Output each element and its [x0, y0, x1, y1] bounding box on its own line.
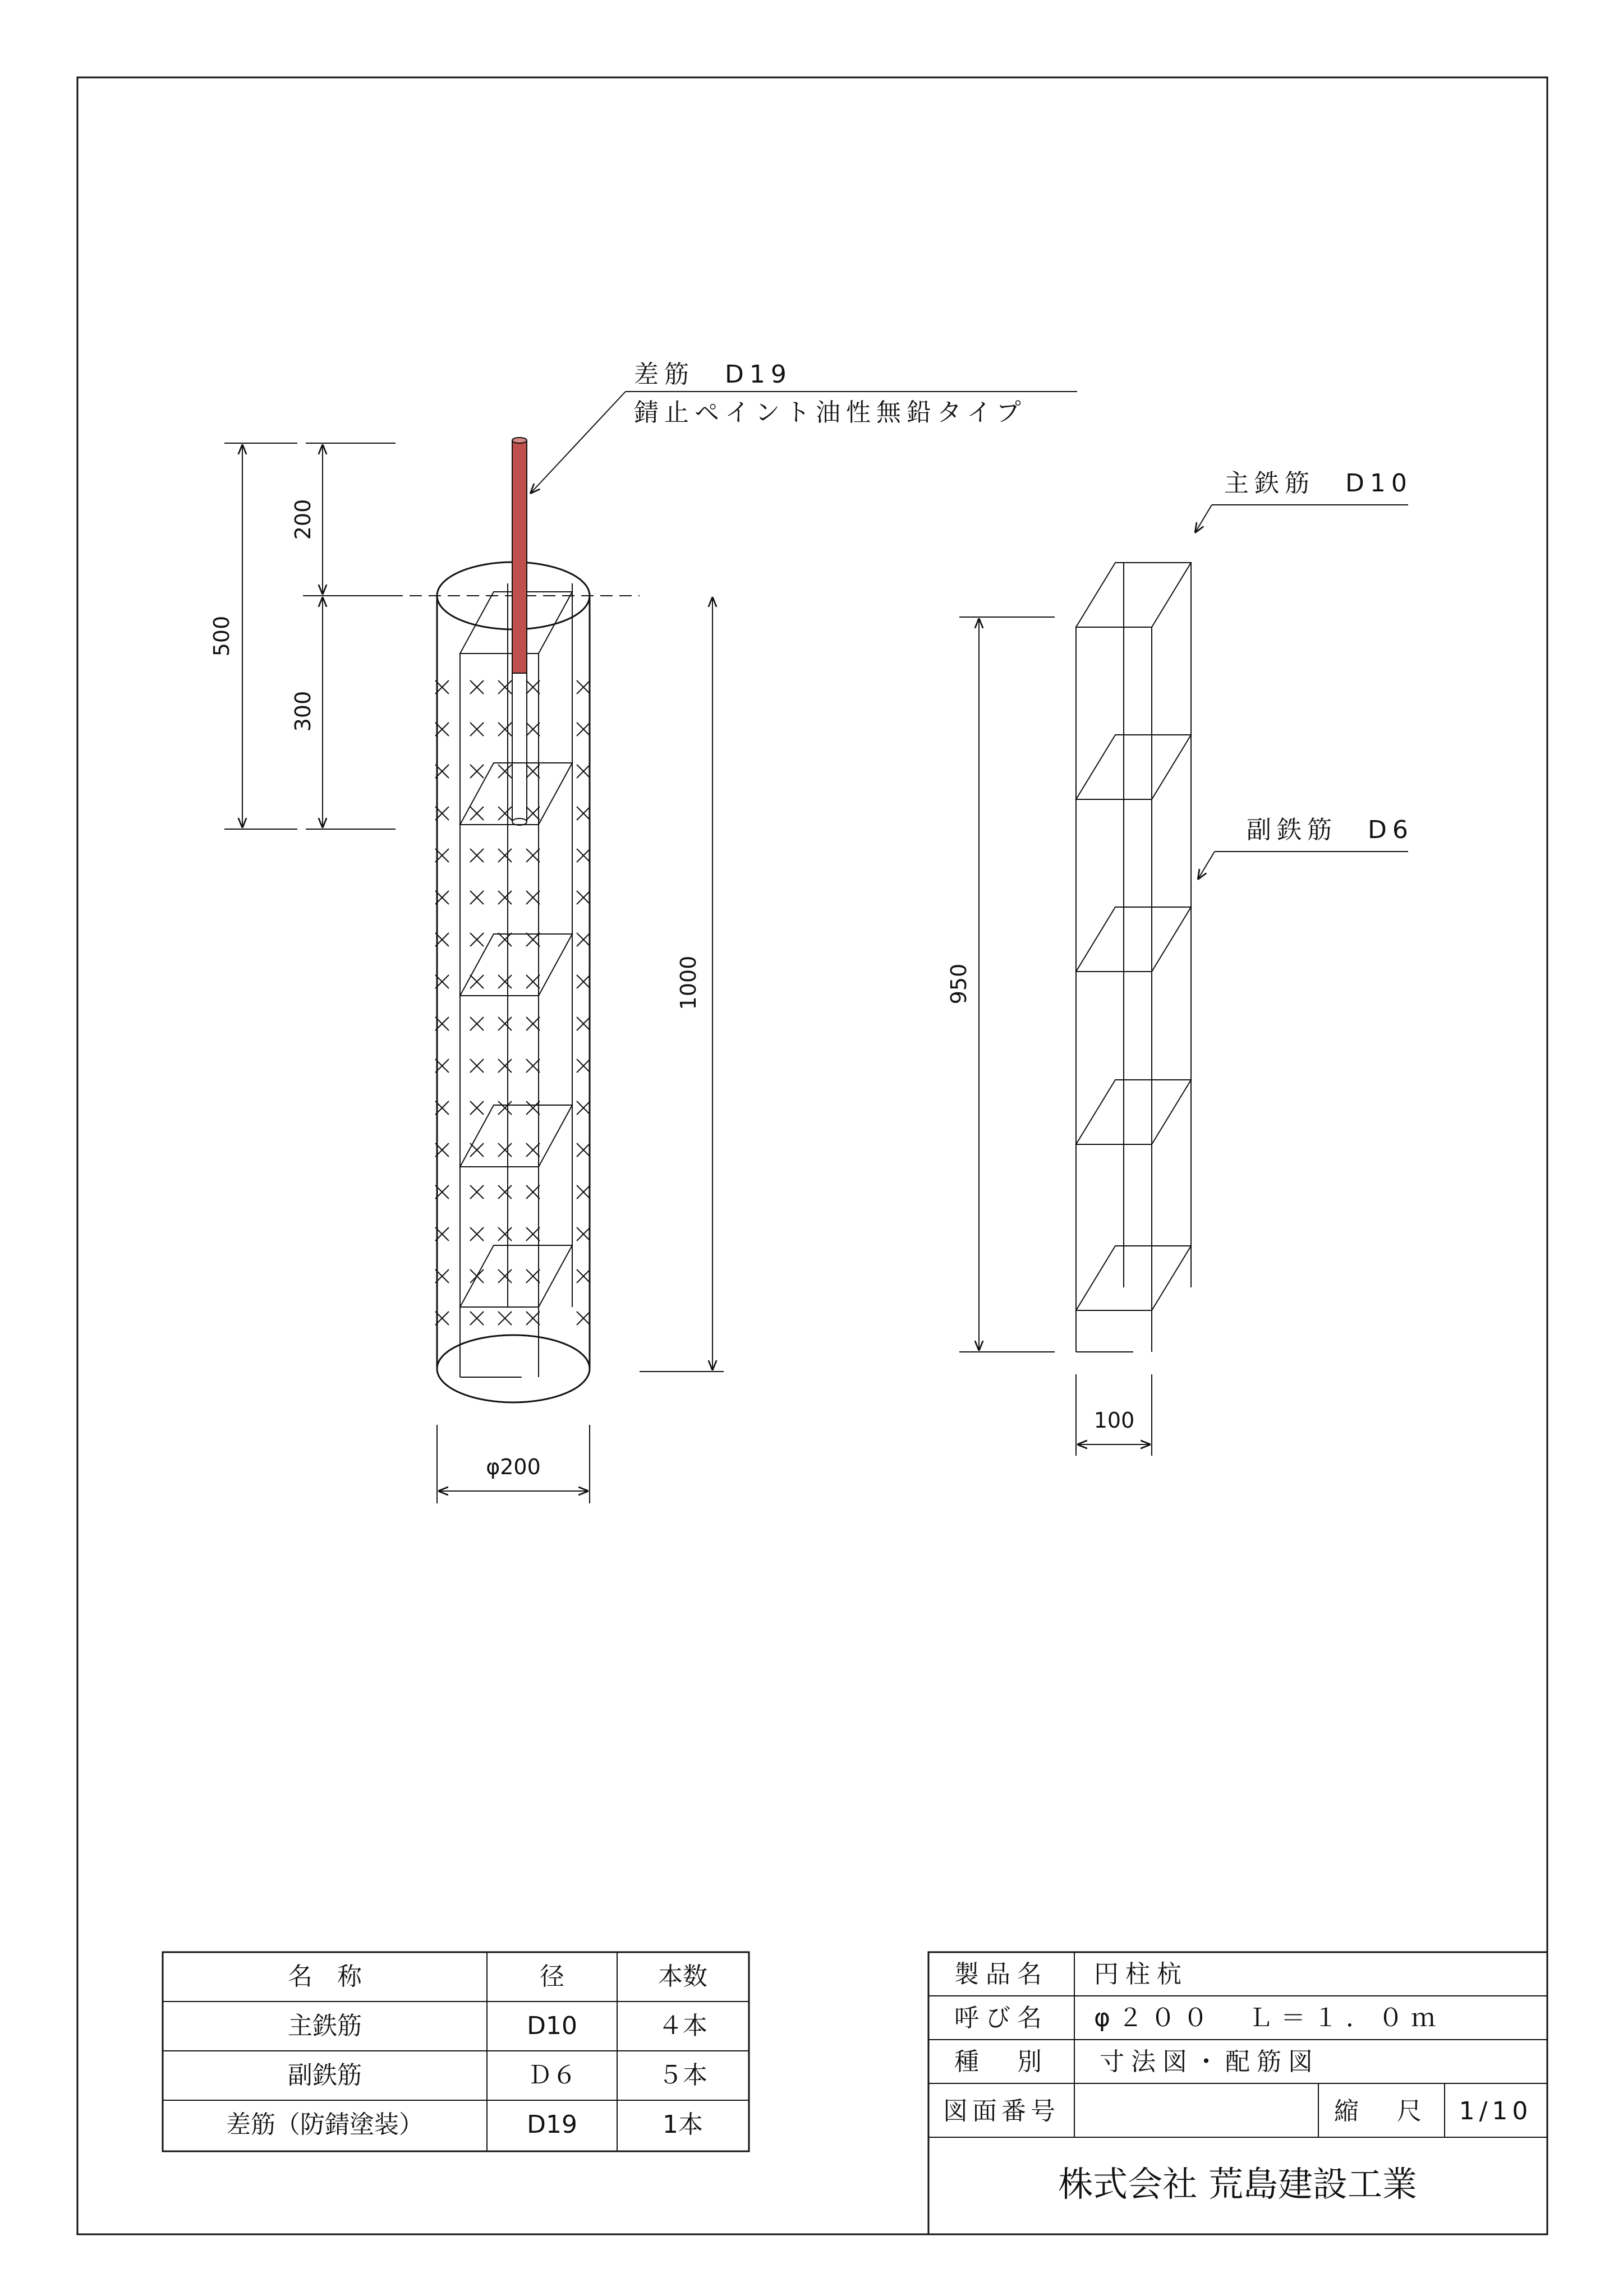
- scale-value: 1/10: [1459, 2097, 1533, 2125]
- table-row-dia: D19: [527, 2110, 577, 2139]
- cross-mark: [577, 1059, 590, 1073]
- cross-mark: [470, 1017, 484, 1030]
- dimension-1000: [640, 597, 724, 1372]
- main-rebar-callout: [1195, 469, 1413, 533]
- dimension-950: [946, 617, 1055, 1352]
- cross-mark: [577, 723, 590, 736]
- cross-mark: [498, 1227, 512, 1241]
- cage-top: [1076, 563, 1191, 627]
- cross-mark: [498, 849, 512, 862]
- table-row-count: ４本: [658, 2012, 707, 2040]
- cross-mark: [577, 891, 590, 904]
- dim-diameter: φ200: [486, 1455, 541, 1479]
- table-row-dia: Ｄ６: [527, 2061, 577, 2090]
- dim-950: 950: [946, 963, 971, 1005]
- cross-mark: [577, 1143, 590, 1157]
- cross-mark: [526, 1059, 540, 1073]
- cross-mark: [577, 807, 590, 820]
- cross-mark: [498, 1269, 512, 1283]
- dowel-callout-note: 錆止ペイント油性無鉛タイプ: [634, 398, 1027, 427]
- cross-mark: [498, 933, 512, 946]
- table-header-name: 名 称: [288, 1962, 362, 1991]
- cross-mark: [470, 723, 484, 736]
- type-label: 種 別: [954, 2047, 1049, 2076]
- cross-mark: [526, 1269, 540, 1283]
- sub-rebar-label: 副鉄筋 D6: [1247, 816, 1414, 844]
- cross-mark: [470, 1185, 484, 1199]
- cross-mark: [577, 975, 590, 988]
- cross-mark: [470, 1312, 484, 1325]
- product-name-label: 製品名: [954, 1960, 1049, 1989]
- table-header-dia: 径: [540, 1962, 564, 1991]
- cross-mark: [577, 1101, 590, 1115]
- call-name-label: 呼び名: [954, 2004, 1049, 2032]
- cross-mark: [577, 933, 590, 946]
- cross-mark: [498, 1185, 512, 1199]
- cross-mark: [526, 1017, 540, 1030]
- cross-mark: [526, 765, 540, 778]
- cross-mark: [470, 891, 484, 904]
- cross-mark: [577, 1269, 590, 1283]
- cross-mark: [526, 849, 540, 862]
- hoop-rebar: [1076, 1080, 1191, 1144]
- hoop-rebar: [1076, 1246, 1191, 1310]
- cross-mark: [526, 975, 540, 988]
- dowel-bar: [512, 438, 527, 825]
- dim-100: 100: [1093, 1408, 1135, 1433]
- cross-mark: [577, 1017, 590, 1030]
- dim-500: 500: [209, 615, 234, 657]
- cross-mark: [526, 1312, 540, 1325]
- cross-mark: [526, 891, 540, 904]
- cross-mark: [577, 1312, 590, 1325]
- table-row-name: 主鉄筋: [288, 2012, 362, 2040]
- cross-mark: [526, 1227, 540, 1241]
- sub-rebar-callout: [1198, 816, 1414, 880]
- title-block: [928, 1952, 1547, 2234]
- hoop-rebar: [460, 934, 572, 996]
- cage-detail: [1076, 563, 1191, 1352]
- cross-mark: [526, 1185, 540, 1199]
- cross-mark: [498, 723, 512, 736]
- cross-mark: [498, 975, 512, 988]
- main-rebar-label: 主鉄筋 D10: [1224, 469, 1413, 498]
- cross-mark: [577, 680, 590, 694]
- cross-mark: [498, 765, 512, 778]
- dimension-left: [209, 443, 396, 829]
- dowel-callout: [530, 360, 1077, 494]
- materials-table: [163, 1952, 749, 2151]
- call-name-value: φ２００ Ｌ＝１．０ｍ: [1094, 2004, 1444, 2032]
- table-row-name: 差筋（防錆塗装）: [226, 2110, 424, 2139]
- cross-mark: [526, 680, 540, 694]
- cross-mark: [577, 765, 590, 778]
- cross-mark: [526, 1101, 540, 1115]
- product-name-value: 円柱杭: [1094, 1960, 1188, 1989]
- cross-mark: [498, 1143, 512, 1157]
- cross-mark: [498, 891, 512, 904]
- cross-mark: [470, 1269, 484, 1283]
- cross-mark: [526, 723, 540, 736]
- dowel-callout-title: 差筋 D19: [634, 360, 792, 389]
- cross-mark: [577, 1185, 590, 1199]
- cross-mark: [470, 933, 484, 946]
- cross-mark: [470, 680, 484, 694]
- cross-mark: [498, 1312, 512, 1325]
- cross-mark: [526, 1143, 540, 1157]
- cross-mark: [498, 1017, 512, 1030]
- cross-mark: [470, 807, 484, 820]
- hoop-rebar: [460, 1105, 572, 1167]
- dim-200: 200: [291, 499, 315, 540]
- table-row-count: ５本: [658, 2061, 707, 2090]
- table-row-dia: D10: [527, 2012, 577, 2040]
- table-header-count: 本数: [658, 1962, 707, 1991]
- scale-label: 縮 尺: [1334, 2097, 1428, 2125]
- cross-mark: [470, 1143, 484, 1157]
- rebar-cage: [460, 583, 572, 1377]
- cross-mark: [498, 680, 512, 694]
- cross-mark: [470, 765, 484, 778]
- cross-mark: [470, 1101, 484, 1115]
- dimension-100: [1076, 1374, 1152, 1456]
- cross-mark: [577, 1227, 590, 1241]
- hoop-rebar: [1076, 735, 1191, 799]
- cross-mark: [577, 849, 590, 862]
- drawing-no-label: 図面番号: [943, 2097, 1060, 2125]
- dim-1000: 1000: [676, 955, 701, 1010]
- company-name: 株式会社 荒島建設工業: [1058, 2164, 1417, 2205]
- hoop-rebar: [1076, 907, 1191, 972]
- cross-mark: [470, 975, 484, 988]
- table-row-count: 1本: [663, 2110, 703, 2139]
- cross-mark: [498, 1059, 512, 1073]
- table-row-name: 副鉄筋: [288, 2061, 362, 2090]
- cross-mark: [470, 849, 484, 862]
- cross-mark: [470, 1227, 484, 1241]
- hoop-rebar: [460, 763, 572, 825]
- dimension-diameter: [437, 1425, 590, 1503]
- dim-300: 300: [291, 691, 315, 732]
- cross-mark: [526, 933, 540, 946]
- cross-mark: [470, 1059, 484, 1073]
- cross-mark: [498, 807, 512, 820]
- cross-mark: [526, 807, 540, 820]
- type-value: 寸法図・配筋図: [1100, 2047, 1319, 2076]
- cross-mark: [498, 1101, 512, 1115]
